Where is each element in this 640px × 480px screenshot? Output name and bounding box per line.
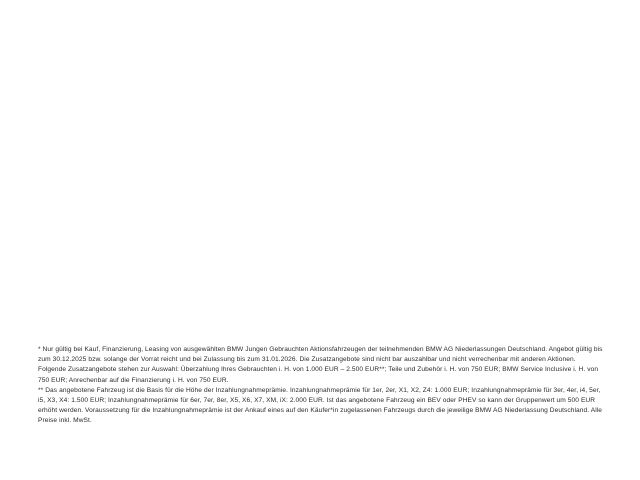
legal-footnote-two: ** Das angebotene Fahrzeug ist die Basis für die Höhe der Inzahlungnahmeprämie. Inzahlungnahmeprämie für 1er, 2er, X1, X2, Z4: 1.000 EUR; Inzahlungnahmeprämie für 3er, 4er, i4, 5er, i5, X3, X4: 1.500 EUR; Inzahlungnahmeprämie für 6er, 7er, 8er, X5, X6, X7, XM, iX: 2.000 EUR. Ist das angebotene Fahrzeug ein BEV oder PHEV so kann der Gruppenwert um 500 EUR erhöht werden. Voraussetzung für die Inzahlungnahmeprämie ist der Ankauf eines auf den Käufer*in zugelassenen Fahrzeugs durch die jeweilige BMW AG Niederlassung Deutschland. Alle Preise inkl. MwSt. bbox=[38, 386, 603, 425]
legal-footnote-one: * Nur gültig bei Kauf, Finanzierung, Leasing von ausgewählten BMW Jungen Gebrauchten Aktionsfahrzeugen der teilnehmenden BMW AG Niederlassungen Deutschland. Angebot gültig bis zum 30.12.2025 bzw. solange der Vorrat reicht und bei Zulassung bis zum 31.01.2026. Die Zusatzangebote sind nicht bar auszahlbar und nicht verrechenbar mit anderen Aktionen. Folgende Zusatzangebote stehen zur Auswahl: Überzahlung Ihres Gebrauchten i. H. von 1.000 EUR – 2.500 EUR**; Teile und Zubehör i. H. von 750 EUR; BMW Service Inclusive i. H. von 750 EUR; Anrechenbar auf die Finanzierung i. H. von 750 EUR. bbox=[38, 346, 603, 384]
legal-disclaimer-block bbox=[38, 345, 604, 427]
